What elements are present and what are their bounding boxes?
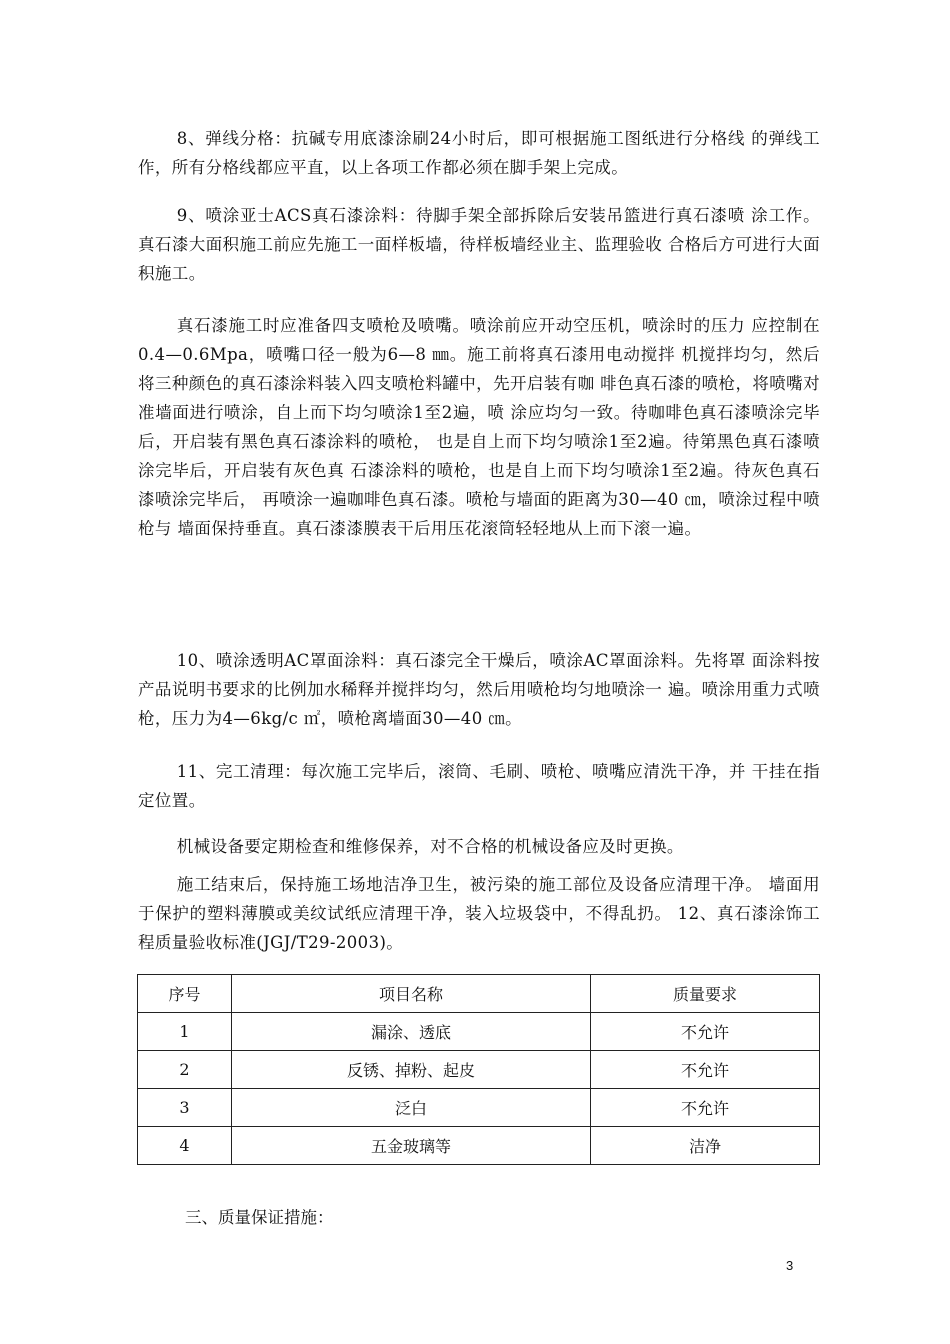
header-quality-requirement: 质量要求 — [591, 975, 820, 1013]
paragraph-equipment-maintenance: 机械设备要定期检查和维修保养，对不合格的机械设备应及时更换。 — [176, 837, 684, 856]
quality-standard-table-wrapper — [137, 974, 819, 1165]
paragraph-step-8: 8、弹线分格：抗碱专用底漆涂刷24小时后，即可根据施工图纸进行分格线 的弹线工作，所有分格线都应平直，以上各项工作都必须在脚手架上完成。 — [138, 129, 820, 177]
cell-quality-requirement: 不允许 — [591, 1013, 820, 1051]
cell-serial-number: 1 — [138, 1013, 232, 1051]
quality-standard-table — [137, 974, 820, 1165]
table-row — [138, 1013, 820, 1051]
paragraph-step-10: 10、喷涂透明AC罩面涂料：真石漆完全干燥后，喷涂AC罩面涂料。先将罩 面涂料按产品说明书要求的比例加水稀释并搅拌均匀，然后用喷枪均匀地喷涂一 遍。喷涂用重力式喷枪，压力为4—6kg/c ㎡，喷枪离墙面30—40 ㎝。 — [138, 651, 820, 728]
cell-quality-requirement: 不允许 — [591, 1051, 820, 1089]
table-header-row — [138, 975, 820, 1013]
paragraph-site-cleanup: 施工结束后，保持施工场地洁净卫生，被污染的施工部位及设备应清理干净。 墙面用于保护的塑料薄膜或美纹试纸应清理干净，装入垃圾袋中，不得乱扔。 12、真石漆涂饰工程质量验收标准(JGJ/T29-2003)。 — [138, 875, 820, 952]
cell-serial-number: 4 — [138, 1127, 232, 1165]
cell-serial-number: 2 — [138, 1051, 232, 1089]
paragraph-step-9: 9、喷涂亚士ACS真石漆涂料：待脚手架全部拆除后安装吊篮进行真石漆喷 涂工作。真石漆大面积施工前应先施工一面样板墙，待样板墙经业主、监理验收 合格后方可进行大面积施工。 — [138, 206, 820, 283]
cell-item-name: 泛白 — [232, 1089, 591, 1127]
page-number: 3 — [786, 1258, 794, 1273]
cell-quality-requirement: 洁净 — [591, 1127, 820, 1165]
cell-item-name: 五金玻璃等 — [232, 1127, 591, 1165]
header-item-name: 项目名称 — [232, 975, 591, 1013]
paragraph-step-11: 11、完工清理：每次施工完毕后，滚筒、毛刷、喷枪、喷嘴应清洗干净，并 干挂在指定位置。 — [138, 762, 820, 810]
cell-item-name: 反锈、掉粉、起皮 — [232, 1051, 591, 1089]
header-serial-number: 序号 — [138, 975, 232, 1013]
table-row — [138, 1051, 820, 1089]
cell-item-name: 漏涂、透底 — [232, 1013, 591, 1051]
paragraph-spraying-procedure: 真石漆施工时应准备四支喷枪及喷嘴。喷涂前应开动空压机，喷涂时的压力 应控制在0.4—0.6Mpa，喷嘴口径一般为6—8 ㎜。施工前将真石漆用电动搅拌 机搅拌均匀，然后将三种颜色的真石漆涂料装入四支喷枪料罐中，先开启装有咖 啡色真石漆的喷枪，将喷嘴对准墙面进行喷涂，自上而下均匀喷涂1至2遍，喷 涂应均匀一致。待咖啡色真石漆喷涂完毕后，开启装有黑色真石漆涂料的喷枪， 也是自上而下均匀喷涂1至2遍。待第黑色真石漆喷涂完毕后，开启装有灰色真 石漆涂料的喷枪，也是自上而下均匀喷涂1至2遍。待灰色真石漆喷涂完毕后， 再喷涂一遍咖啡色真石漆。喷枪与墙面的距离为30—40 ㎝，喷涂过程中喷枪与 墙面保持垂直。真石漆漆膜表干后用压花滚筒轻轻地从上而下滚一遍。 — [138, 316, 820, 538]
table-row — [138, 1127, 820, 1165]
cell-serial-number: 3 — [138, 1089, 232, 1127]
cell-quality-requirement: 不允许 — [591, 1089, 820, 1127]
section-heading-quality-assurance: 三、质量保证措施： — [185, 1208, 334, 1227]
table-row — [138, 1089, 820, 1127]
